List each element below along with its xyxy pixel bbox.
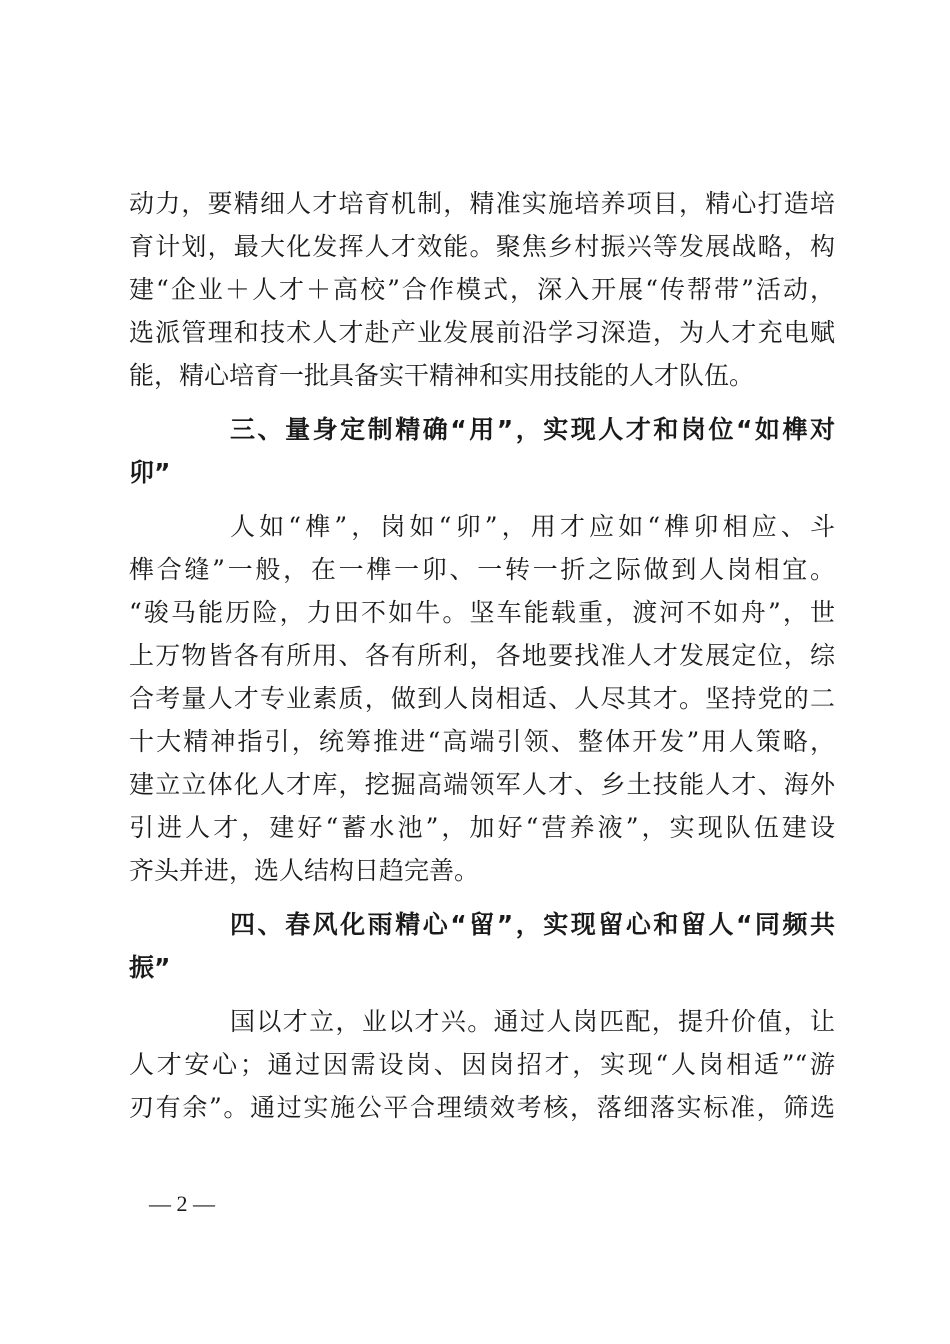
text-line: 齐头并进，选人结构日趋完善。 [129,856,480,885]
section-heading-four [129,903,835,989]
heading-line: 振” [129,953,171,982]
text-line: 育计划，最大化发挥人才效能。聚焦乡村振兴等发展战略，构 [129,232,835,261]
text-line: 人才安心；通过因需设岗、因岗招才，实现“人岗相适”“游 [129,1050,835,1079]
text-line: 榫合缝”一般，在一榫一卯、一转一折之际做到人岗相宜。 [129,555,835,584]
text-line: 动力，要精细人才培育机制，精准实施培养项目，精心打造培 [129,189,835,218]
document-body [129,182,835,1129]
text-line: 建立立体化人才库，挖掘高端领军人才、乡土技能人才、海外 [129,770,835,799]
text-line: 引进人才，建好“蓄水池”，加好“营养液”，实现队伍建设 [129,813,835,842]
text-line: 选派管理和技术人才赴产业发展前沿学习深造，为人才充电赋 [129,318,835,347]
paragraph-talent-retention [129,1000,835,1129]
page-number: — 2 — [149,1191,215,1216]
text-line: 能，精心培育一批具备实干精神和实用技能的人才队伍。 [129,361,755,390]
section-heading-three [129,408,835,494]
text-line: 合考量人才专业素质，做到人岗相适、人尽其才。坚持党的二 [129,684,835,713]
heading-line: 三、量身定制精确“用”，实现人才和岗位“如榫对 [230,415,835,444]
heading-line: 四、春风化雨精心“留”，实现留心和留人“同频共 [230,910,835,939]
text-line: 国以才立，业以才兴。通过人岗匹配，提升价值，让 [230,1007,835,1036]
text-line: 建“企业＋人才＋高校”合作模式，深入开展“传帮带”活动， [129,275,835,304]
heading-line: 卯” [129,458,171,487]
paragraph-talent-cultivation [129,182,835,397]
text-line: 十大精神指引，统筹推进“高端引领、整体开发”用人策略， [129,727,835,756]
paragraph-talent-placement [129,505,835,892]
text-line: 上万物皆各有所用、各有所利，各地要找准人才发展定位，综 [129,641,835,670]
text-line: “骏马能历险，力田不如牛。坚车能载重，渡河不如舟”，世 [129,598,835,627]
text-line: 刃有余”。通过实施公平合理绩效考核，落细落实标准，筛选 [129,1093,835,1122]
text-line: 人如“榫”，岗如“卯”，用才应如“榫卯相应、斗 [230,512,835,541]
